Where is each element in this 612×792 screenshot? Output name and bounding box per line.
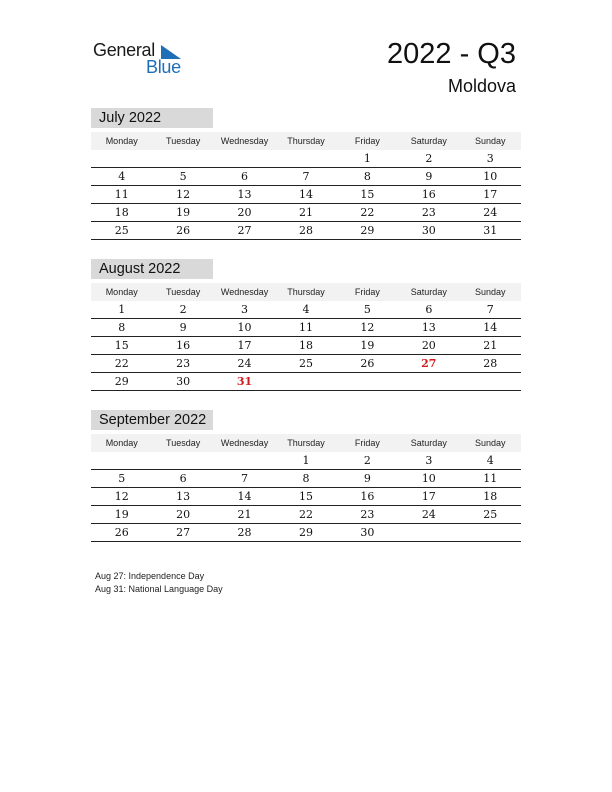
day-cell: 26	[114, 526, 129, 539]
weekday-label: Tuesday	[166, 438, 201, 448]
day-cell: 2	[179, 303, 187, 316]
day-cell: 19	[176, 206, 191, 219]
day-cell: 20	[176, 508, 191, 521]
day-cell: 31	[236, 375, 253, 388]
day-cell: 30	[176, 375, 191, 388]
day-cell: 9	[179, 321, 187, 334]
month-title: July 2022	[91, 108, 213, 128]
day-cell: 5	[118, 472, 126, 485]
week-row	[91, 301, 521, 319]
empty-day-cell	[214, 452, 275, 469]
weekday-label: Sunday	[474, 136, 506, 146]
day-cell: 4	[302, 303, 310, 316]
empty-day-cell	[460, 373, 521, 390]
day-cell: 22	[360, 206, 375, 219]
day-cell: 11	[114, 188, 129, 201]
weekday-label: Wednesday	[220, 438, 269, 448]
week-row	[91, 186, 521, 204]
day-cell: 30	[360, 526, 375, 539]
week-row	[91, 337, 521, 355]
empty-day-cell	[275, 373, 336, 390]
week-row	[91, 222, 521, 240]
empty-day-cell	[275, 150, 336, 167]
day-cell: 17	[237, 339, 252, 352]
empty-day-cell	[152, 452, 213, 469]
day-cell: 5	[179, 170, 187, 183]
day-cell: 15	[360, 188, 375, 201]
day-cell: 20	[237, 206, 252, 219]
day-cell: 8	[363, 170, 371, 183]
day-cell: 7	[241, 472, 249, 485]
day-cell: 21	[483, 339, 498, 352]
holiday-notes	[95, 570, 223, 596]
week-row	[91, 524, 521, 542]
day-cell: 28	[483, 357, 498, 370]
weekday-label: Thursday	[287, 287, 325, 297]
day-cell: 4	[486, 454, 494, 467]
day-cell: 19	[360, 339, 375, 352]
day-cell: 27	[176, 526, 191, 539]
day-cell: 27	[421, 357, 437, 370]
day-cell: 6	[179, 472, 187, 485]
weekday-label: Tuesday	[166, 287, 201, 297]
day-cell: 12	[360, 321, 375, 334]
day-cell: 16	[421, 188, 436, 201]
day-cell: 17	[483, 188, 498, 201]
month-block-july	[91, 108, 521, 240]
day-cell: 7	[486, 303, 494, 316]
day-cell: 12	[176, 188, 191, 201]
weekday-label: Thursday	[287, 438, 325, 448]
day-cell: 1	[118, 303, 126, 316]
month-block-september	[91, 410, 521, 542]
day-cell: 22	[114, 357, 129, 370]
day-cell: 9	[363, 472, 371, 485]
day-cell: 10	[483, 170, 498, 183]
day-cell: 15	[114, 339, 129, 352]
weekday-label: Wednesday	[220, 287, 269, 297]
week-row	[91, 319, 521, 337]
day-cell: 10	[421, 472, 436, 485]
weekday-label: Monday	[105, 287, 138, 297]
empty-day-cell	[460, 524, 521, 541]
day-cell: 10	[237, 321, 252, 334]
week-row	[91, 452, 521, 470]
day-cell: 3	[241, 303, 249, 316]
day-cell: 2	[363, 454, 371, 467]
day-cell: 3	[486, 152, 494, 165]
day-cell: 6	[241, 170, 249, 183]
day-cell: 23	[176, 357, 191, 370]
day-cell: 30	[421, 224, 436, 237]
weekday-header-row	[91, 283, 521, 301]
day-cell: 21	[237, 508, 252, 521]
day-cell: 11	[298, 321, 313, 334]
day-cell: 20	[421, 339, 436, 352]
empty-day-cell	[91, 452, 152, 469]
weekday-header-row	[91, 434, 521, 452]
day-cell: 2	[425, 152, 433, 165]
week-row	[91, 150, 521, 168]
logo-blue-text: Blue	[146, 57, 181, 77]
day-cell: 12	[114, 490, 129, 503]
generalblue-logo	[93, 40, 193, 80]
weekday-label: Friday	[354, 136, 380, 146]
day-cell: 25	[483, 508, 498, 521]
day-cell: 9	[425, 170, 433, 183]
day-cell: 18	[298, 339, 313, 352]
weekday-label: Thursday	[287, 136, 325, 146]
empty-day-cell	[152, 150, 213, 167]
day-cell: 28	[237, 526, 252, 539]
day-cell: 3	[425, 454, 433, 467]
country-name: Moldova	[447, 76, 516, 96]
day-cell: 26	[176, 224, 191, 237]
weekday-label: Saturday	[410, 438, 447, 448]
day-cell: 21	[298, 206, 313, 219]
empty-day-cell	[398, 373, 459, 390]
week-row	[91, 470, 521, 488]
day-cell: 1	[302, 454, 310, 467]
day-cell: 23	[360, 508, 375, 521]
day-cell: 13	[237, 188, 252, 201]
day-cell: 27	[237, 224, 252, 237]
day-cell: 25	[298, 357, 313, 370]
week-row	[91, 373, 521, 391]
weekday-label: Friday	[354, 287, 380, 297]
day-cell: 29	[114, 375, 129, 388]
day-cell: 22	[298, 508, 313, 521]
day-cell: 24	[237, 357, 252, 370]
day-cell: 1	[363, 152, 371, 165]
day-cell: 15	[298, 490, 313, 503]
empty-day-cell	[214, 150, 275, 167]
weekday-label: Sunday	[474, 287, 506, 297]
day-cell: 24	[483, 206, 498, 219]
day-cell: 31	[483, 224, 498, 237]
day-cell: 26	[360, 357, 375, 370]
day-cell: 19	[114, 508, 129, 521]
week-row	[91, 168, 521, 186]
month-title: August 2022	[91, 259, 213, 279]
weekday-label: Wednesday	[220, 136, 269, 146]
empty-day-cell	[91, 150, 152, 167]
day-cell: 28	[298, 224, 313, 237]
day-cell: 5	[363, 303, 371, 316]
empty-day-cell	[337, 373, 398, 390]
week-row	[91, 204, 521, 222]
weekday-header-row	[91, 132, 521, 150]
day-cell: 14	[237, 490, 252, 503]
weekday-label: Sunday	[474, 438, 506, 448]
day-cell: 14	[298, 188, 313, 201]
day-cell: 7	[302, 170, 310, 183]
weekday-label: Saturday	[410, 136, 447, 146]
day-cell: 18	[483, 490, 498, 503]
day-cell: 8	[302, 472, 310, 485]
day-cell: 8	[118, 321, 126, 334]
page-title: 2022 - Q3	[387, 38, 516, 70]
day-cell: 29	[360, 224, 375, 237]
day-cell: 6	[425, 303, 433, 316]
day-cell: 16	[360, 490, 375, 503]
day-cell: 24	[421, 508, 436, 521]
day-cell: 4	[118, 170, 126, 183]
day-cell: 29	[298, 526, 313, 539]
weekday-label: Monday	[105, 438, 138, 448]
weekday-label: Tuesday	[166, 136, 201, 146]
weekday-label: Saturday	[410, 287, 447, 297]
day-cell: 17	[421, 490, 436, 503]
day-cell: 13	[176, 490, 191, 503]
day-cell: 25	[114, 224, 129, 237]
month-title: September 2022	[91, 410, 213, 430]
logo-general-text: General	[93, 40, 155, 60]
weekday-label: Friday	[354, 438, 380, 448]
weekday-label: Monday	[105, 136, 138, 146]
month-block-august	[91, 259, 521, 391]
empty-day-cell	[398, 524, 459, 541]
holiday-note: Aug 31: National Language Day	[95, 584, 223, 594]
day-cell: 11	[483, 472, 498, 485]
week-row	[91, 488, 521, 506]
week-row	[91, 506, 521, 524]
holiday-note: Aug 27: Independence Day	[95, 571, 205, 581]
day-cell: 18	[114, 206, 129, 219]
day-cell: 13	[421, 321, 436, 334]
day-cell: 16	[176, 339, 191, 352]
day-cell: 14	[483, 321, 498, 334]
day-cell: 23	[421, 206, 436, 219]
week-row	[91, 355, 521, 373]
